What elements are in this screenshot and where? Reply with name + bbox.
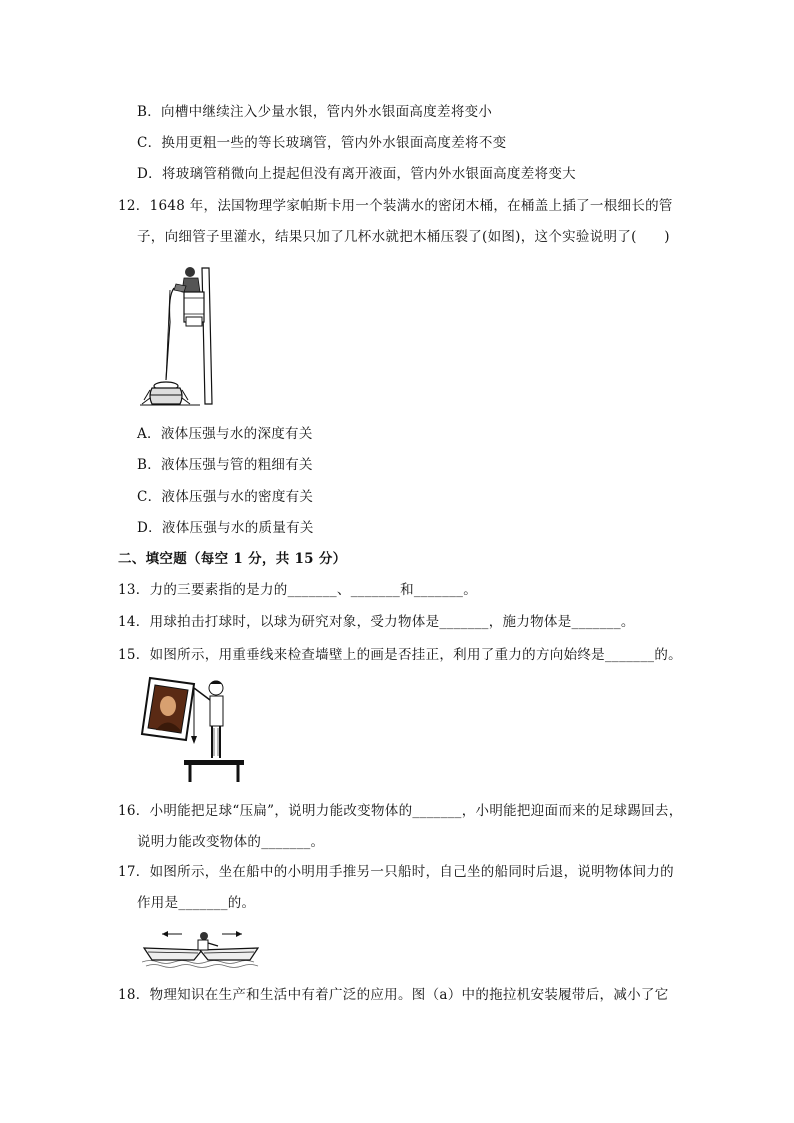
q12-option-d: D．液体压强与水的质量有关 — [137, 520, 314, 536]
q12-stem-line1: 12．1648 年，法国物理学家帕斯卡用一个装满水的密闭木桶，在桶盖上插了一根细长的管 — [118, 198, 673, 214]
q13: 13．力的三要素指的是力的_______、_______和_______。 — [118, 582, 478, 598]
q11-option-d: D．将玻璃管稍微向上提起但没有离开液面，管内外水银面高度差将变大 — [137, 166, 576, 182]
pascal-barrel-figure — [140, 262, 220, 408]
q15: 15．如图所示，用重垂线来检查墙壁上的画是否挂正，利用了重力的方向始终是_______的。 — [118, 647, 682, 663]
q18-line1: 18．物理知识在生产和生活中有着广泛的应用。图（a）中的拖拉机安装履带后，减小了它 — [118, 987, 669, 1003]
q16-line2: 说明力能改变物体的_______。 — [137, 834, 325, 850]
q12-option-c: C．液体压强与水的密度有关 — [137, 489, 314, 505]
boats-figure — [142, 926, 260, 970]
q17-line2: 作用是_______的。 — [137, 895, 256, 911]
q12-option-b: B．液体压强与管的粗细有关 — [137, 457, 313, 473]
q17-line1: 17．如图所示，坐在船中的小明用手推另一只船时，自己坐的船同时后退，说明物体间力的 — [118, 864, 674, 880]
q16-line1: 16．小明能把足球“压扁”，说明力能改变物体的_______，小明能把迎面而来的足球踢回去， — [118, 803, 683, 819]
q11-option-b: B．向槽中继续注入少量水银，管内外水银面高度差将变小 — [137, 104, 493, 120]
q14: 14．用球拍击打球时，以球为研究对象，受力物体是_______，施力物体是_______。 — [118, 614, 635, 630]
q11-option-c: C．换用更粗一些的等长玻璃管，管内外水银面高度差将不变 — [137, 135, 507, 151]
section-heading: 二、填空题（每空 1 分，共 15 分） — [118, 551, 347, 567]
q12-stem-line2: 子，向细管子里灌水，结果只加了几杯水就把木桶压裂了(如图)，这个实验说明了( ) — [137, 229, 670, 245]
q12-option-a: A．液体压强与水的深度有关 — [137, 426, 313, 442]
plumb-line-figure — [136, 674, 248, 786]
